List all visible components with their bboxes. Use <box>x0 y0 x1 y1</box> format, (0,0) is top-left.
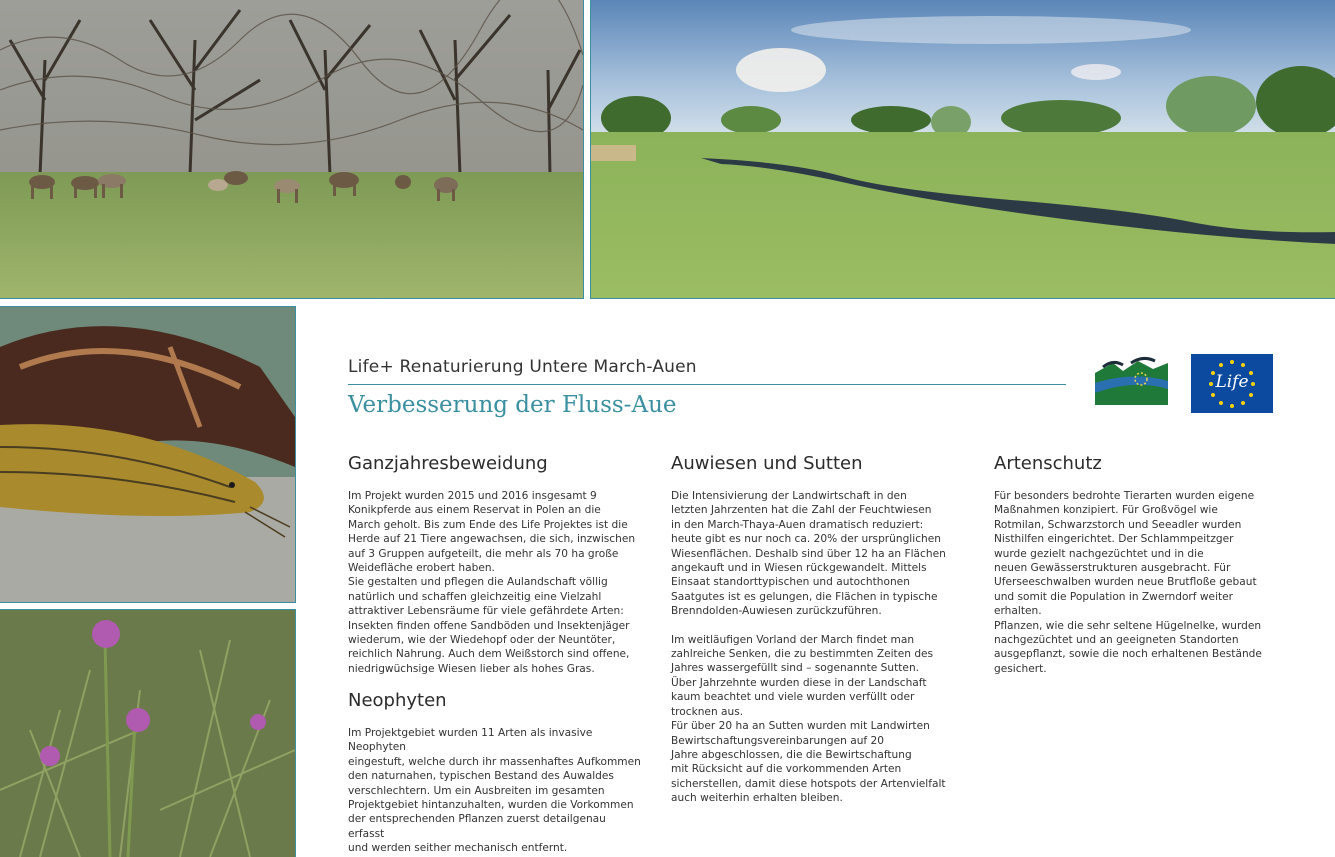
photo-konik-horses <box>0 0 584 299</box>
heading-auwiesen: Auwiesen und Sutten <box>671 453 863 474</box>
text-artenschutz: Für besonders bedrohte Tierarten wurden eigene Maßnahmen konzipiert. Für Großvögel wie Rotmilan, Schwarzstorch und Seeadler wurden Nisthilfen eingerichtet. Der Schlammpeitzger wurde gezielt nachgezüchtet und in die neuen Gewässerstrukturen ausgebracht. Für Uferseeschwalben wurden neue Brutfloße gebaut und somit die Population in Zwerndorf weiter erhalten. Pflanzen, wie die sehr seltene Hügelnelke, wurden nachgezüchtet und an geeigneten Standorten ausgepflanzt, sowie die noch erhaltenen Bestände gesichert. <box>994 490 1262 675</box>
eu-life-logo <box>1191 354 1273 413</box>
text-auwiesen-1: Die Intensivierung der Landwirtschaft in den letzten Jahrzenten hat die Zahl der Feuchtwiesen in den March-Thaya-Auen dramatisch reduziert: heute gibt es nur noch ca. 20% der ursprünglichen Wiesenflächen. Deshalb sind über 12 ha an Flächen angekauft und in Wiesen rückgewandelt. Mittels Einsaat standorttypischen und autochthonen Saatgutes ist es gelungen, die Flächen in typische Brenndolden-Auwiesen zurückzuführen. <box>671 490 946 618</box>
natura-2000-logo <box>1093 353 1170 417</box>
photo-carnation <box>0 609 296 857</box>
section-artenschutz <box>994 453 1279 676</box>
heading-neophyten: Neophyten <box>348 690 447 711</box>
page-title: Verbesserung der Fluss-Aue <box>348 392 677 418</box>
heading-ganzjahresbeweidung: Ganzjahresbeweidung <box>348 453 548 474</box>
section-auwiesen <box>671 453 956 806</box>
project-kicker: Life+ Renaturierung Untere March-Auen <box>348 357 697 377</box>
photo-river-meadow <box>590 0 1335 299</box>
life-logo-text: Life <box>1215 372 1249 392</box>
section-neophyten <box>348 690 644 856</box>
photo-weatherfish <box>0 306 296 603</box>
heading-artenschutz: Artenschutz <box>994 453 1102 474</box>
text-ganzjahresbeweidung: Im Projekt wurden 2015 und 2016 insgesamt 9 Konikpferde aus einem Reservat in Polen an die March geholt. Bis zum Ende des Life Projektes ist die Herde auf 21 Tiere angewachsen, die sich, inzwischen auf 3 Gruppen aufgeteilt, die mehr als 70 ha große Weidefläche erobert haben. Sie gestalten und pflegen die Aulandschaft völlig natürlich und schaffen gleichzeitig eine Vielzahl attraktiver Lebensräume für viele gefährdete Arten: Insekten finden offene Sandböden und Insektenjäger wiederum, wie der Wiedehopf oder der Neuntöter, reichlich Nahrung. Auch dem Weißstorch sind offene, niedrigwüchsige Wiesen lieber als hohes Gras. <box>348 490 636 675</box>
text-neophyten: Im Projektgebiet wurden 11 Arten als invasive Neophyten eingestuft, welche durch ihr massenhaftes Aufkommen den naturnahen, typischen Bestand des Auwaldes verschlechtern. Um ein Ausbreiten im gesamten Projektgebiet hintanzuhalten, wurden die Vorkommen der entsprechenden Pflanzen zuerst detailgenau erfasst und werden seither mechanisch entfernt. <box>348 727 641 855</box>
text-auwiesen-2: Im weitläufigen Vorland der March findet man zahlreiche Senken, die zu bestimmten Zeiten des Jahres wassergefüllt sind – sogenannte Sutten. Über Jahrzehnte wurden diese in der Landschaft kaum beachtet und viele wurden verfüllt oder trocknen aus. Für über 20 ha an Sutten wurden mit Landwirten Bewirtschaftungsvereinbarungen auf 20 Jahre abgeschlossen, die die Bewirtschaftung mit Rücksicht auf die vorkommenden Arten sicherstellen, damit diese hotspots der Artenvielfalt auch weiterhin erhalten bleiben. <box>671 633 946 805</box>
section-ganzjahresbeweidung <box>348 453 644 676</box>
header-rule <box>348 384 1066 385</box>
